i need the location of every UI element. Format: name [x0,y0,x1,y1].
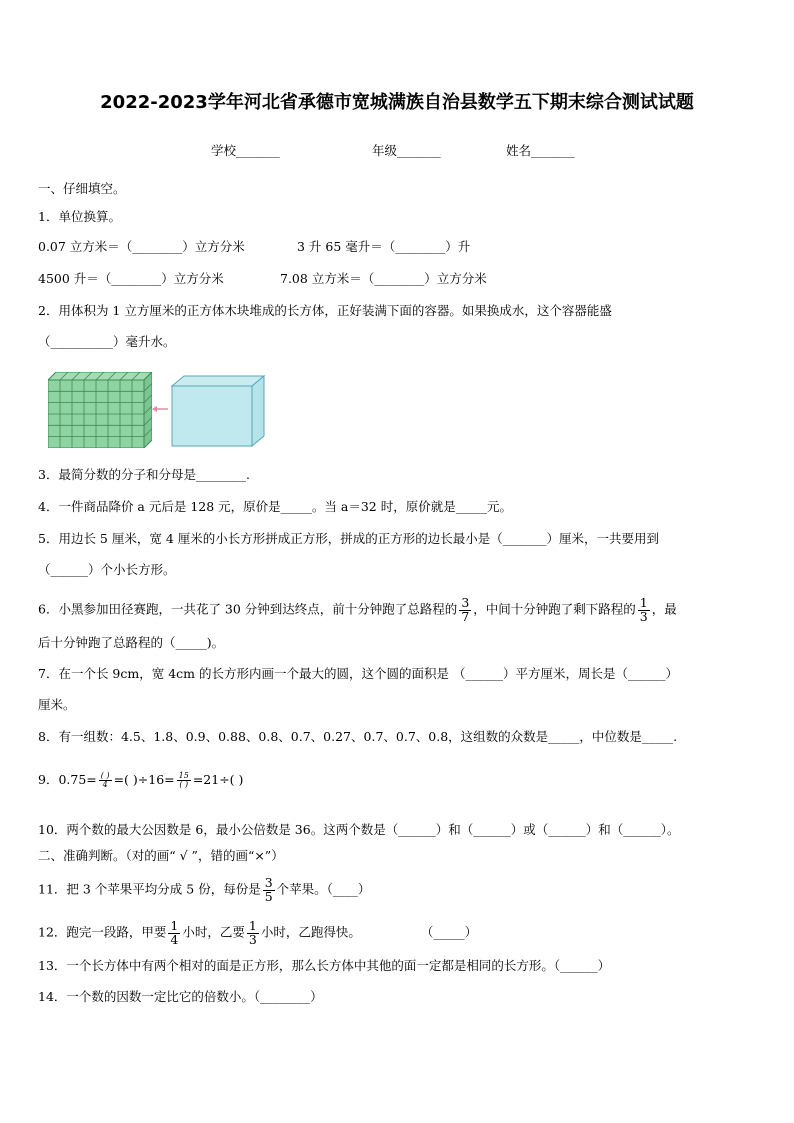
question-1b: 3 升 65 毫升＝（________）升 [297,239,471,254]
question-11 [38,877,370,903]
question-8: 8．有一组数：4.5、1.8、0.9、0.88、0.8、0.7、0.27、0.7、0.7、0.8，这组数的众数是_____，中位数是_____. [38,729,678,744]
school-field: 学校_______ [211,143,280,158]
question-14: 14．一个数的因数一定比它的倍数小。（________） [38,989,323,1004]
fraction-denominator: 4 [170,931,179,947]
arrow-icon [152,404,170,414]
question-3: 3．最简分数的分子和分母是________. [38,467,250,482]
question-13: 13．一个长方体中有两个相对的面是正方形，那么长方体中其他的面一定都是相同的长方形。（______） [38,958,611,973]
page-title: 2022-2023学年河北省承德市宽城满族自治县数学五下期末综合测试试题 [100,92,694,113]
fraction-denominator: 7 [461,608,470,624]
question-1c: 4500 升＝（________）立方分米 [38,271,224,286]
question-1: 1．单位换算。 [38,209,121,224]
fraction-denominator: 5 [264,888,273,904]
question-9-text-b: =( )÷16= [113,772,175,787]
section-heading-2: 二、准确判断。（对的画“ √ ”，错的画“×”） [38,848,284,863]
fraction-denominator: 4 [102,780,108,789]
fraction-numerator: 3 [461,595,470,610]
fraction-1-4 [168,920,180,946]
fraction-numerator: 1 [170,918,179,933]
name-field: 姓名_______ [506,143,575,158]
question-6-text-c: ，最 [651,601,677,617]
fraction-1-3 [638,597,650,623]
question-9-text-c: =21÷( ) [192,772,244,787]
question-6-text-b: ，中间十分钟跑了剩下路程的 [473,601,636,617]
question-9 [38,771,243,789]
fraction-denominator: ( ) [179,780,189,789]
question-12-text-b: 小时，乙要 [182,924,245,940]
question-9-text-a: 9．0.75= [38,772,97,787]
question-5-line1: 5．用边长 5 厘米，宽 4 厘米的小长方形拼成正方形，拼成的正方形的边长最小是（_______）厘米，一共要用到 [38,531,660,546]
fraction-numerator: 3 [264,875,273,890]
fraction-blank-4 [99,772,112,789]
fraction-numerator: 1 [248,918,257,933]
question-6-text-a: 6．小黑参加田径赛跑，一共花了 30 分钟到达终点，前十分钟跑了总路程的 [38,601,458,617]
question-1d: 7.08 立方米＝（________）立方分米 [280,271,487,286]
fraction-3-7 [459,597,471,623]
question-12-text-a: 12．跑完一段路，甲要 [38,924,167,940]
fraction-denominator: 3 [639,608,648,624]
question-5-line2: （______）个小长方形。 [38,562,176,577]
question-12 [38,920,477,946]
fraction-3-5 [263,877,275,903]
section-heading-1: 一、仔细填空。 [38,181,126,196]
question-2-line1: 2．用体积为 1 立方厘米的正方体木块堆成的长方体，正好装满下面的容器。如果换成水，这个容器能盛 [38,303,612,318]
fraction-15-blank [177,772,191,789]
fraction-numerator: ( ) [100,771,110,780]
container-figure [170,374,266,448]
question-12-blank: （_____） [420,924,478,940]
question-7-line2: 厘米。 [38,697,76,712]
fraction-numerator: 1 [639,595,648,610]
question-10: 10．两个数的最大公因数是 6，最小公倍数是 36。这两个数是（______）和（______）或（______）和（______）。 [38,822,680,837]
fraction-1-3 [247,920,259,946]
question-6-line1 [38,597,677,623]
cube-stack-figure [48,372,152,448]
question-11-text-a: 11．把 3 个苹果平均分成 5 份，每份是 [38,881,261,897]
question-2-line2: （__________）毫升水。 [38,334,176,349]
question-7-line1: 7．在一个长 9cm，宽 4cm 的长方形内画一个最大的圆，这个圆的面积是 （______）平方厘米，周长是（______） [38,666,678,681]
question-1a: 0.07 立方米＝（________）立方分米 [38,239,245,254]
fraction-numerator: 15 [178,771,189,780]
grade-field: 年级_______ [372,143,441,158]
question-11-text-b: 个苹果。（____） [276,881,371,897]
question-4: 4．一件商品降价 a 元后是 128 元，原价是_____。当 a＝32 时，原价就是_____元。 [38,499,512,514]
fraction-denominator: 3 [248,931,257,947]
question-12-text-c: 小时，乙跑得快。 [260,924,361,940]
question-6-line2: 后十分钟跑了总路程的（_____)。 [38,635,225,650]
